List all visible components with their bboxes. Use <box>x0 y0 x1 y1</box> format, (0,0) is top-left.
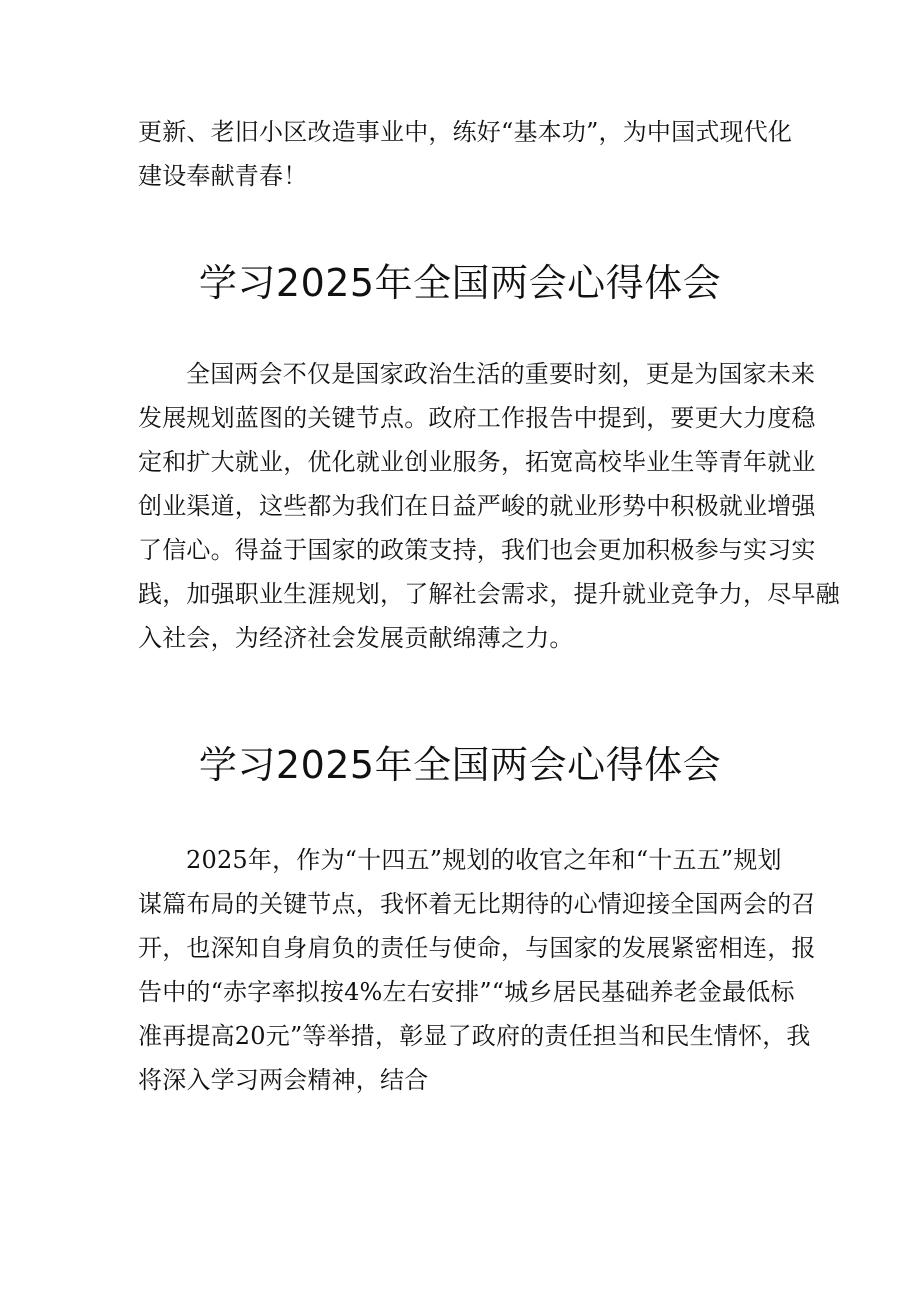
paragraph-line: 2025年，作为“十四五”规划的收官之年和“十五五”规划 <box>186 846 782 874</box>
paragraph-line: 将深入学习两会精神，结合 <box>138 1066 429 1094</box>
paragraph-line: 全国两会不仅是国家政治生活的重要时刻，更是为国家未来 <box>186 360 816 388</box>
paragraph-line: 准再提高20元”等举措，彰显了政府的责任担当和民生情怀，我 <box>138 1022 811 1050</box>
paragraph-line: 建设奉献青春！ <box>138 162 308 190</box>
paragraph-line: 谋篇布局的关键节点，我怀着无比期待的心情迎接全国两会的召 <box>138 890 816 918</box>
paragraph-line: 入社会，为经济社会发展贡献绵薄之力。 <box>138 624 574 652</box>
section-heading-2: 学习2025年全国两会心得体会 <box>198 743 722 787</box>
section-1-paragraph <box>138 352 840 660</box>
paragraph-line: 践，加强职业生涯规划，了解社会需求，提升就业竞争力，尽早融 <box>138 580 840 608</box>
paragraph-line: 定和扩大就业，优化就业创业服务，拓宽高校毕业生等青年就业 <box>138 448 816 476</box>
paragraph-line: 发展规划蓝图的关键节点。政府工作报告中提到，要更大力度稳 <box>138 404 816 432</box>
continuation-paragraph <box>138 110 796 198</box>
paragraph-line: 开，也深知自身肩负的责任与使命，与国家的发展紧密相连，报 <box>138 934 816 962</box>
paragraph-line: 创业渠道，这些都为我们在日益严峻的就业形势中积极就业增强 <box>138 492 816 520</box>
paragraph-line: 告中的“赤字率拟按4%左右安排”“城乡居民基础养老金最低标 <box>138 978 795 1006</box>
paragraph-line: 了信心。得益于国家的政策支持，我们也会更加积极参与实习实 <box>138 536 816 564</box>
section-2-paragraph <box>138 838 816 1102</box>
paragraph-line: 更新、老旧小区改造事业中，练好“基本功”，为中国式现代化 <box>138 118 793 146</box>
section-heading-1: 学习2025年全国两会心得体会 <box>198 261 722 305</box>
